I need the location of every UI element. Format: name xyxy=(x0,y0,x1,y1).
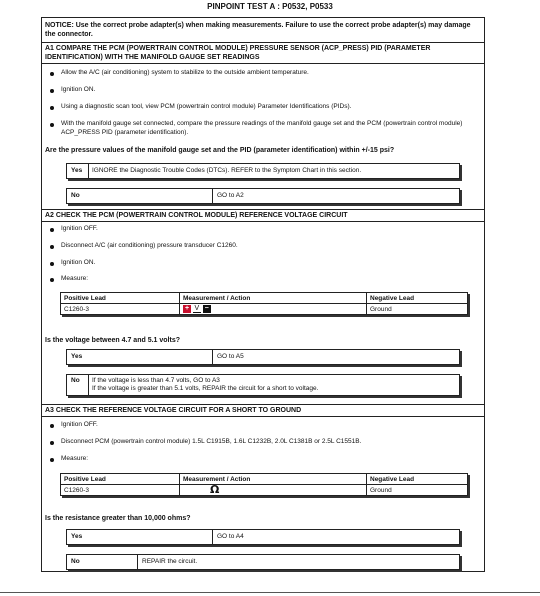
a2-no-row xyxy=(66,374,460,396)
bullet xyxy=(50,441,54,445)
bullet xyxy=(50,228,54,232)
notice-text: NOTICE: Use the correct probe adapter(s) when making measurements. Failure to use the correct probe adapter(s) may damage the connector. xyxy=(45,22,471,38)
a1-step-1: Allow the A/C (air conditioning) system to stabilize to the outside ambient temperature. xyxy=(61,69,309,76)
a2-step-1: Ignition OFF. xyxy=(61,225,98,232)
a3-step-3: Measure: xyxy=(61,455,89,462)
a2-step-2: Disconnect A/C (air conditioning) pressure transducer C1260. xyxy=(61,242,238,249)
col-measurement: Measurement / Action xyxy=(180,474,367,485)
page-title: PINPOINT TEST A : P0532, P0533 xyxy=(207,2,333,11)
a2-step-4: Measure: xyxy=(61,275,89,282)
a1-step-3: Using a diagnostic scan tool, view PCM (powertrain control module) Parameter Identifications (PIDs). xyxy=(61,103,352,110)
col-positive-lead: Positive Lead xyxy=(61,293,180,304)
a3-measure-table xyxy=(60,473,468,496)
a1-step-4: With the manifold gauge set connected, compare the pressure readings of the manifold gauge set and the PCM (powertrain control module) ACP_PRESS PID (parameter identification). xyxy=(61,120,463,136)
table-row xyxy=(61,304,468,315)
a3-no-row xyxy=(66,554,460,570)
col-measurement: Measurement / Action xyxy=(180,293,367,304)
divider xyxy=(42,416,484,417)
a3-yes-action: GO to A4 xyxy=(217,533,244,540)
a2-no-action-2: If the voltage is greater than 5.1 volts, REPAIR the circuit for a short to voltage. xyxy=(92,385,319,392)
a2-yes-row xyxy=(66,349,460,365)
page-footer-rule xyxy=(0,592,540,593)
positive-lead-cell: C1260-3 xyxy=(61,485,180,496)
a3-yes-row xyxy=(66,529,460,545)
bullet xyxy=(50,72,54,76)
divider xyxy=(42,221,484,222)
divider xyxy=(42,63,484,64)
yes-label: Yes xyxy=(71,353,83,360)
a2-yes-action: GO to A5 xyxy=(217,353,244,360)
a2-question: Is the voltage between 4.7 and 5.1 volts? xyxy=(45,337,180,344)
a1-yes-row xyxy=(66,163,460,179)
no-label: No xyxy=(71,377,80,384)
divider xyxy=(42,209,484,210)
positive-lead-cell: C1260-3 xyxy=(61,304,180,315)
yes-label: Yes xyxy=(71,167,83,174)
ohm-icon: Ω xyxy=(210,483,220,496)
a1-no-row xyxy=(66,188,460,204)
yes-label: Yes xyxy=(71,533,83,540)
a1-step-2: Ignition ON. xyxy=(61,86,96,93)
a1-question: Are the pressure values of the manifold gauge set and the PID (parameter identification) within +/-15 psi? xyxy=(45,147,395,154)
no-label: No xyxy=(71,192,80,199)
table-header-row xyxy=(61,474,468,485)
measurement-cell xyxy=(180,304,367,315)
table-row xyxy=(61,485,468,496)
bullet xyxy=(50,123,54,127)
minus-probe-icon: − xyxy=(204,305,209,312)
divider xyxy=(42,42,484,43)
col-positive-lead: Positive Lead xyxy=(61,474,180,485)
measurement-cell xyxy=(180,485,367,496)
negative-lead-cell: Ground xyxy=(367,485,468,496)
col-negative-lead: Negative Lead xyxy=(367,474,468,485)
bullet xyxy=(50,262,54,266)
table-header-row xyxy=(61,293,468,304)
a3-heading: A3 CHECK THE REFERENCE VOLTAGE CIRCUIT FOR A SHORT TO GROUND xyxy=(45,407,302,414)
dc-voltage-icon: V xyxy=(194,305,200,312)
negative-lead-cell: Ground xyxy=(367,304,468,315)
a3-step-2: Disconnect PCM (powertrain control module) 1.5L C1915B, 1.6L C1232B, 2.0L C1381B or 2.5L C1551B. xyxy=(61,438,362,445)
col-negative-lead: Negative Lead xyxy=(367,293,468,304)
a3-question: Is the resistance greater than 10,000 ohms? xyxy=(45,515,191,522)
a3-no-action: REPAIR the circuit. xyxy=(142,558,198,565)
a2-measure-table xyxy=(60,292,468,315)
no-label: No xyxy=(71,558,80,565)
a1-heading: A1 COMPARE THE PCM (POWERTRAIN CONTROL MODULE) PRESSURE SENSOR (ACP_PRESS) PID (PARAMETER IDENTIFICATION) WITH THE MANIFOLD GAUGE SET READINGS xyxy=(45,45,431,61)
a2-step-3: Ignition ON. xyxy=(61,259,96,266)
bullet xyxy=(50,89,54,93)
a1-no-action: GO to A2 xyxy=(217,192,244,199)
bullet xyxy=(50,245,54,249)
bullet xyxy=(50,458,54,462)
a2-no-action-1: If the voltage is less than 4.7 volts, GO to A3 xyxy=(92,377,220,384)
plus-probe-icon: + xyxy=(184,305,190,312)
bullet xyxy=(50,106,54,110)
bullet xyxy=(50,278,54,282)
bullet xyxy=(50,424,54,428)
a1-yes-action: IGNORE the Diagnostic Trouble Codes (DTCs). REFER to the Symptom Chart in this section. xyxy=(92,167,362,174)
divider xyxy=(42,404,484,405)
a3-step-1: Ignition OFF. xyxy=(61,421,98,428)
a2-heading: A2 CHECK THE PCM (POWERTRAIN CONTROL MODULE) REFERENCE VOLTAGE CIRCUIT xyxy=(45,212,348,219)
pinpoint-test-frame xyxy=(41,17,485,572)
